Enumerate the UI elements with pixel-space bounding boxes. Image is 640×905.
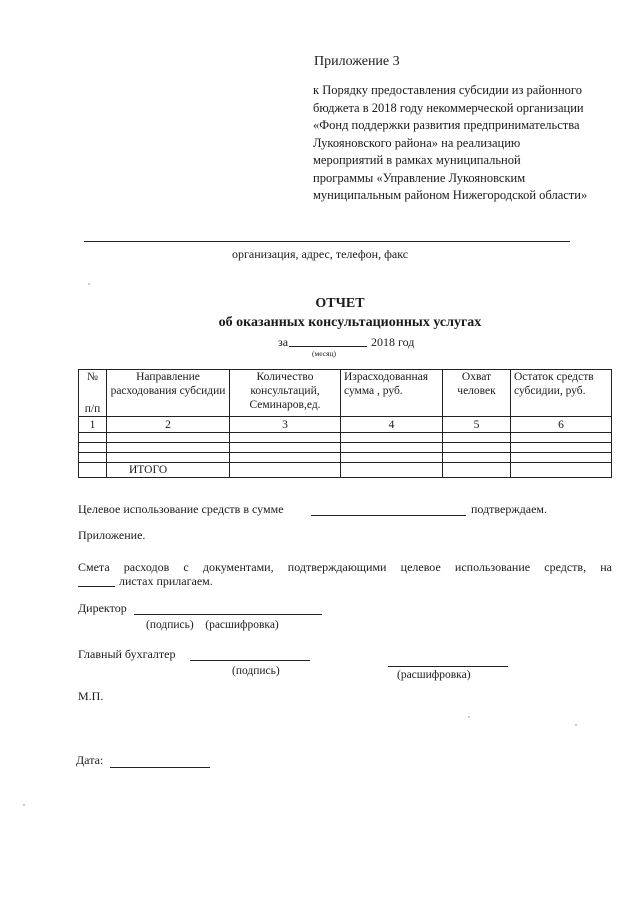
table-cell[interactable] [79, 453, 107, 463]
scan-speck [88, 283, 90, 285]
period-month-field[interactable] [289, 346, 367, 347]
table-cell[interactable] [443, 463, 511, 478]
appendix-line: муниципальным районом Нижегородской области» [313, 188, 588, 202]
accountant-decode-caption: (расшифровка) [397, 669, 471, 681]
table-cell[interactable] [230, 443, 341, 453]
usage-suffix: подтверждаем. [471, 502, 547, 516]
table-header-row [79, 370, 612, 417]
stamp-label: М.П. [78, 689, 104, 703]
accountant-signature-caption: (подпись) [232, 665, 280, 677]
table-cell[interactable] [341, 453, 443, 463]
table-cell[interactable] [107, 453, 230, 463]
period-caption: (месяц) [312, 349, 337, 358]
total-label: ИТОГО [107, 463, 230, 478]
table-cell[interactable] [230, 463, 341, 478]
table-cell: 5 [443, 417, 511, 433]
table-row[interactable] [79, 443, 612, 453]
report-table [78, 369, 612, 478]
organization-field-line[interactable] [84, 241, 570, 242]
header-number [79, 370, 107, 417]
report-subtitle: об оказанных консультационных услугах [218, 315, 482, 330]
estimate-text: Смета расходов с документами, подтверждающими целевое использование средств, на [78, 560, 612, 574]
table-row[interactable] [79, 453, 612, 463]
appendix-line: к Порядку предоставления субсидии из районного [313, 83, 582, 97]
table-cell: 4 [341, 417, 443, 433]
header-balance: Остаток средств субсидии, руб. [511, 370, 612, 417]
table-cell[interactable] [511, 463, 612, 478]
date-label: Дата: [76, 753, 104, 767]
appendix-description [313, 82, 635, 205]
director-signature-field[interactable] [134, 614, 322, 615]
table-cell[interactable] [230, 453, 341, 463]
usage-amount-field[interactable] [311, 515, 466, 516]
date-field[interactable] [110, 767, 210, 768]
table-cell[interactable] [511, 443, 612, 453]
table-cell: 3 [230, 417, 341, 433]
table-cell: 6 [511, 417, 612, 433]
director-label: Директор [78, 601, 127, 615]
estimate-text-end: листах прилагаем. [119, 574, 213, 588]
table-cell[interactable] [443, 433, 511, 443]
table-cell[interactable] [79, 443, 107, 453]
table-cell[interactable] [341, 463, 443, 478]
table-cell[interactable] [107, 443, 230, 453]
accountant-label: Главный бухгалтер [78, 647, 176, 661]
appendix-line: бюджета в 2018 году некоммерческой организации [313, 100, 584, 115]
appendix-line: Лукояновского района» на реализацию [313, 135, 521, 150]
header-number-top: № [87, 371, 98, 383]
sheets-count-field[interactable] [78, 586, 115, 587]
table-cell[interactable] [341, 443, 443, 453]
table-total-row [79, 463, 612, 478]
appendix-title: Приложение 3 [314, 54, 400, 69]
accountant-signature-field[interactable] [190, 660, 310, 661]
period-prefix: за [278, 335, 289, 349]
scan-speck [23, 804, 25, 806]
table-cell[interactable] [511, 433, 612, 443]
table-cell[interactable] [107, 433, 230, 443]
report-title: ОТЧЕТ [315, 296, 365, 311]
header-number-bottom: п/п [84, 403, 101, 415]
header-consultations: Количество консультаций, Семинаров,ед. [230, 370, 341, 417]
table-row[interactable] [79, 433, 612, 443]
table-cell[interactable] [341, 433, 443, 443]
appendix-line: мероприятий в рамках муниципальной [313, 153, 521, 167]
table-cell [79, 463, 107, 478]
table-numbering-row [79, 417, 612, 433]
header-spent-amount: Израсходованная сумма , руб. [341, 370, 443, 417]
header-direction: Направление расходования субсидии [107, 370, 230, 417]
table-cell[interactable] [443, 443, 511, 453]
table-cell: 2 [107, 417, 230, 433]
accountant-decode-field[interactable] [388, 666, 508, 667]
table-cell[interactable] [230, 433, 341, 443]
scan-speck [575, 724, 577, 726]
period-year: 2018 год [371, 335, 415, 349]
appendix-line: программы «Управление Лукояновским [313, 170, 526, 185]
attachment-label: Приложение. [78, 528, 146, 542]
appendix-line: «Фонд поддержки развития предпринимательства [313, 118, 580, 132]
table-cell[interactable] [443, 453, 511, 463]
scan-speck [468, 716, 470, 718]
table-cell[interactable] [79, 433, 107, 443]
organization-caption: организация, адрес, телефон, факс [231, 247, 409, 261]
header-coverage: Охват человек [443, 370, 511, 417]
table-cell: 1 [79, 417, 107, 433]
table-cell[interactable] [511, 453, 612, 463]
usage-label: Целевое использование средств в сумме [78, 502, 284, 516]
director-caption: (подпись) (расшифровка) [146, 619, 279, 631]
